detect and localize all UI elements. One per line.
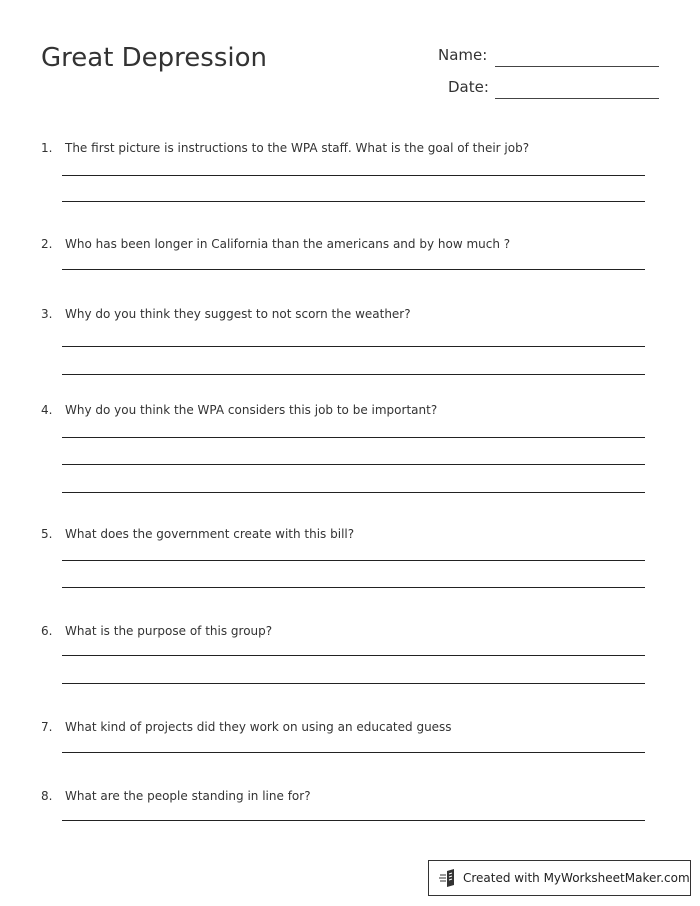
- question-text: Why do you think the WPA considers this job to be important?: [65, 403, 438, 417]
- question-number: 2.: [41, 237, 53, 251]
- question-text: What is the purpose of this group?: [65, 624, 273, 638]
- question-number: 6.: [41, 624, 53, 638]
- question-number: 7.: [41, 720, 53, 734]
- name-field-line[interactable]: [495, 66, 659, 67]
- date-label: Date:: [448, 78, 489, 96]
- answer-line[interactable]: [62, 752, 645, 753]
- question-text: Why do you think they suggest to not scorn the weather?: [65, 307, 411, 321]
- name-label: Name:: [438, 46, 488, 64]
- worksheet-maker-logo-icon: [437, 868, 459, 888]
- answer-line[interactable]: [62, 492, 645, 493]
- question-number: 4.: [41, 403, 53, 417]
- answer-line[interactable]: [62, 820, 645, 821]
- answer-line[interactable]: [62, 587, 645, 588]
- answer-line[interactable]: [62, 201, 645, 202]
- question-text: What are the people standing in line for?: [65, 789, 311, 803]
- question-number: 8.: [41, 789, 53, 803]
- answer-line[interactable]: [62, 346, 645, 347]
- answer-line[interactable]: [62, 175, 645, 176]
- answer-line[interactable]: [62, 683, 645, 684]
- question-number: 1.: [41, 141, 53, 155]
- answer-line[interactable]: [62, 464, 645, 465]
- question-text: The first picture is instructions to the WPA staff. What is the goal of their job?: [65, 141, 530, 155]
- date-field-line[interactable]: [495, 98, 659, 99]
- answer-line[interactable]: [62, 560, 645, 561]
- question-text: What kind of projects did they work on using an educated guess: [65, 720, 452, 734]
- answer-line[interactable]: [62, 655, 645, 656]
- question-text: Who has been longer in California than the americans and by how much ?: [65, 237, 511, 251]
- question-text: What does the government create with this bill?: [65, 527, 355, 541]
- answer-line[interactable]: [62, 374, 645, 375]
- answer-line[interactable]: [62, 437, 645, 438]
- credit-text: Created with MyWorksheetMaker.com: [463, 871, 690, 885]
- question-number: 3.: [41, 307, 53, 321]
- created-with-badge[interactable]: [428, 860, 691, 896]
- question-number: 5.: [41, 527, 53, 541]
- worksheet-title: Great Depression: [41, 43, 267, 73]
- answer-line[interactable]: [62, 269, 645, 270]
